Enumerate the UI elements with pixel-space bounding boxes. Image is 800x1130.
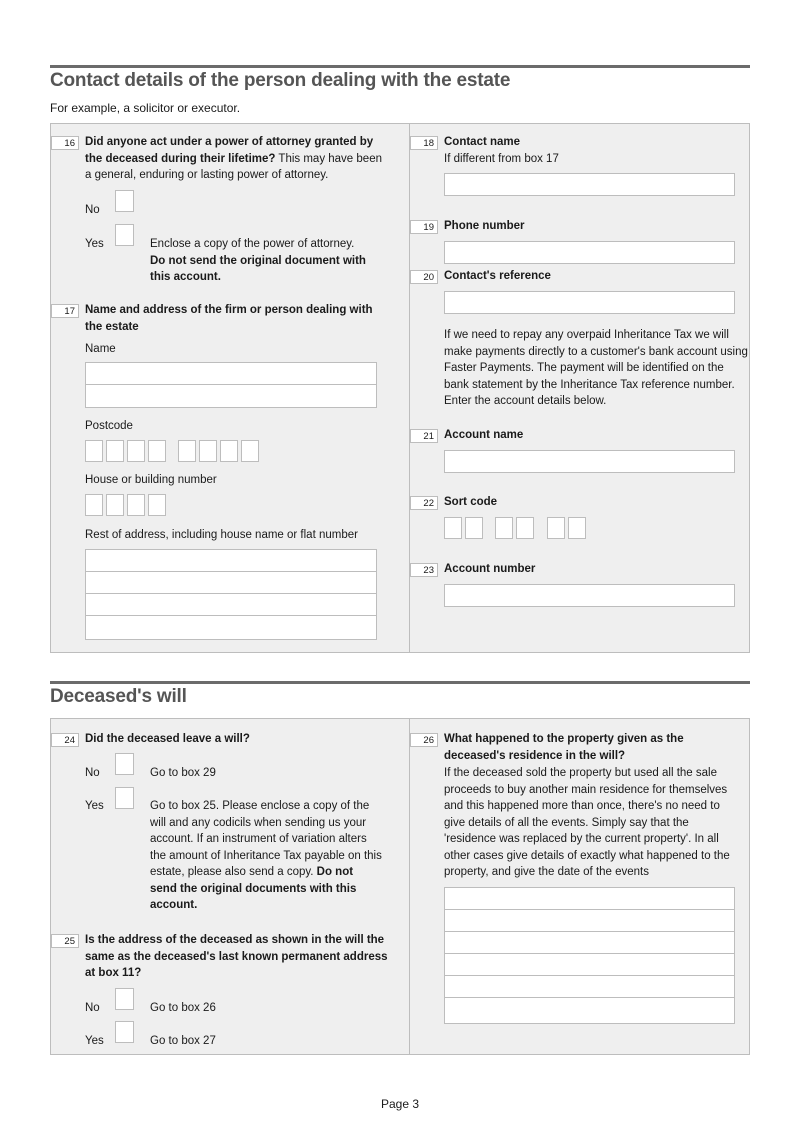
q17-address-field[interactable] — [85, 549, 377, 640]
q24-yes-warning: Do not send the original documents with this account. — [150, 866, 357, 911]
postcode-cell[interactable] — [106, 440, 124, 462]
q22-question: Sort code — [444, 496, 498, 508]
postcode-cell[interactable] — [241, 440, 259, 462]
will-panel — [50, 718, 750, 1055]
q17-postcode-label: Postcode — [85, 420, 133, 432]
details-line[interactable] — [445, 976, 734, 998]
q16-no-label: No — [85, 204, 100, 216]
q25-yes-label: Yes — [85, 1035, 104, 1047]
q17-house-label: House or building number — [85, 474, 217, 486]
sort-code-cell[interactable] — [568, 517, 586, 539]
postcode-cell[interactable] — [199, 440, 217, 462]
contact-reference-field[interactable] — [444, 291, 735, 314]
house-number-cell[interactable] — [106, 494, 124, 516]
q25-no-checkbox[interactable] — [115, 988, 134, 1010]
details-line[interactable] — [445, 932, 734, 954]
details-line[interactable] — [445, 910, 734, 932]
account-name-field[interactable] — [444, 450, 735, 473]
q18-note: If different from box 17 — [444, 153, 559, 165]
house-number-cell[interactable] — [85, 494, 103, 516]
box-number-26: 26 — [410, 733, 438, 747]
q16-no-checkbox[interactable] — [115, 190, 134, 212]
q16-text — [85, 134, 385, 184]
house-number-cell[interactable] — [127, 494, 145, 516]
q26-note: If the deceased sold the property but used all the sale proceeds to buy another main residence for themselves and this happened more than once, there's no need to give details of all the events. Simply say that the 'residence was replaced by the current property'. In all other cases give details of exactly what happened to the property, and give the date of the events — [444, 767, 730, 878]
details-line[interactable] — [445, 998, 734, 1023]
address-line[interactable] — [86, 616, 376, 639]
q19-question: Phone number — [444, 220, 525, 232]
box-number-21: 21 — [410, 429, 438, 443]
q23-question: Account number — [444, 563, 536, 575]
box-number-22: 22 — [410, 496, 438, 510]
q24-yes-instruction: Go to box 25. Please enclose a copy of the will and any codicils when sending us your account. If an instrument of variation alters the amount of Inheritance Tax payable on this estate, please also send a copy. — [150, 800, 382, 878]
q20-question: Contact's reference — [444, 270, 551, 282]
q16-yes-warning: Do not send the original document with this account. — [150, 254, 366, 283]
q24-no-label: No — [85, 767, 100, 779]
q25-no-label: No — [85, 1002, 100, 1014]
q16-question: Did anyone act under a power of attorney granted by the deceased during their lifetime? — [85, 136, 374, 165]
sort-code-cell[interactable] — [516, 517, 534, 539]
details-line[interactable] — [445, 888, 734, 910]
q25-yes-checkbox[interactable] — [115, 1021, 134, 1043]
q24-yes-checkbox[interactable] — [115, 787, 134, 809]
q17-name-field[interactable] — [85, 362, 377, 408]
q17-question: Name and address of the firm or person dealing with the estate — [85, 304, 373, 333]
name-line[interactable] — [86, 385, 376, 407]
q16-yes-note — [150, 236, 380, 286]
box-number-19: 19 — [410, 220, 438, 234]
address-line[interactable] — [86, 572, 376, 594]
q24-yes-label: Yes — [85, 800, 104, 812]
sort-code-cell[interactable] — [547, 517, 565, 539]
phone-number-field[interactable] — [444, 241, 735, 264]
section-title-contact: Contact details of the person dealing with the estate — [50, 70, 511, 91]
q18-question: Contact name — [444, 136, 521, 148]
q26-details-field[interactable] — [444, 887, 735, 1024]
box-number-20: 20 — [410, 270, 438, 284]
sort-code-cell[interactable] — [444, 517, 462, 539]
section-subtitle-contact: For example, a solicitor or executor. — [50, 101, 241, 115]
q25-no-note: Go to box 26 — [150, 1002, 216, 1014]
q16-yes-instruction: Enclose a copy of the power of attorney. — [150, 238, 355, 250]
name-line[interactable] — [86, 363, 376, 385]
q17-name-label: Name — [85, 343, 116, 355]
q16-yes-checkbox[interactable] — [115, 224, 134, 246]
box-number-25: 25 — [51, 934, 79, 948]
house-number-cell[interactable] — [148, 494, 166, 516]
q16-yes-label: Yes — [85, 238, 104, 250]
postcode-cell[interactable] — [127, 440, 145, 462]
q25-yes-note: Go to box 27 — [150, 1035, 216, 1047]
q21-question: Account name — [444, 429, 524, 441]
q26-question: What happened to the property given as the deceased's residence in the will? — [444, 733, 684, 762]
q24-no-checkbox[interactable] — [115, 753, 134, 775]
postcode-cell[interactable] — [148, 440, 166, 462]
sort-code-cell[interactable] — [465, 517, 483, 539]
details-line[interactable] — [445, 954, 734, 976]
q17-rest-address-label: Rest of address, including house name or flat number — [85, 529, 358, 541]
repayment-note: If we need to repay any overpaid Inheritance Tax we will make payments directly to a customer's bank account using Faster Payments. The payment will be identified on the bank statement by the Inheritance Tax reference number. Enter the account details below. — [444, 329, 748, 407]
box-number-18: 18 — [410, 136, 438, 150]
section-rule — [50, 65, 750, 68]
box-number-16: 16 — [51, 136, 79, 150]
postcode-cell[interactable] — [220, 440, 238, 462]
address-line[interactable] — [86, 594, 376, 616]
q24-no-note: Go to box 29 — [150, 767, 216, 779]
box-number-23: 23 — [410, 563, 438, 577]
q24-yes-note — [150, 798, 382, 914]
postcode-cell[interactable] — [85, 440, 103, 462]
q24-question: Did the deceased leave a will? — [85, 733, 250, 745]
page-number: Page 3 — [380, 1097, 420, 1111]
contact-panel — [50, 123, 750, 653]
box-number-24: 24 — [51, 733, 79, 747]
q25-question: Is the address of the deceased as shown in the will the same as the deceased's last known permanent address at box 11? — [85, 934, 388, 979]
section-rule — [50, 681, 750, 684]
box-number-17: 17 — [51, 304, 79, 318]
postcode-cell[interactable] — [178, 440, 196, 462]
sort-code-cell[interactable] — [495, 517, 513, 539]
q16-detail: This may have been a general, enduring or lasting power of attorney. — [85, 152, 382, 181]
section-title-will: Deceased's will — [50, 686, 187, 707]
address-line[interactable] — [86, 550, 376, 572]
account-number-field[interactable] — [444, 584, 735, 607]
contact-name-field[interactable] — [444, 173, 735, 196]
column-divider — [409, 719, 410, 1054]
